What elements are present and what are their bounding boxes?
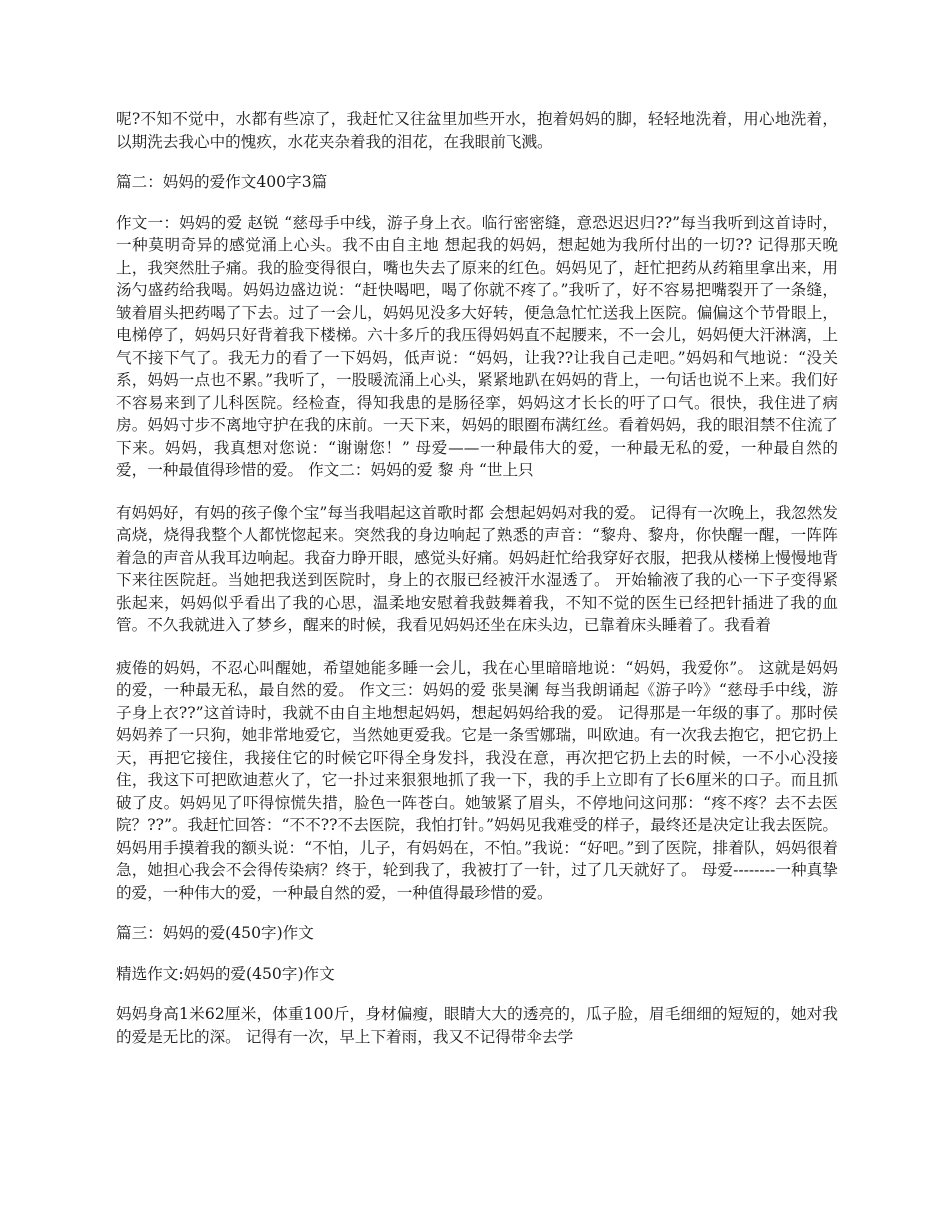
section-heading-part-three: 篇三：妈妈的爱(450字)作文 <box>116 924 314 942</box>
paragraph-part-three-body: 妈妈身高1米62厘米，体重100斤，身材偏瘦，眼睛大大的透亮的，瓜子脸，眉毛细细的短短的，她对我的爱是无比的深。 记得有一次，早上下着雨，我又不记得带伞去学 <box>116 1005 838 1046</box>
section-heading-part-two: 篇二：妈妈的爱作文400字3篇 <box>116 173 328 191</box>
document-page <box>116 108 838 1048</box>
paragraph-ending-previous-essay: 呢?不知不觉中，水都有些凉了，我赶忙又往盆里加些开水，抱着妈妈的脚，轻轻地洗着，用心地洗着，以期洗去我心中的愧疚，水花夹杂着我的泪花，在我眼前飞溅。 <box>116 110 838 151</box>
subheading-selected-essay: 精选作文:妈妈的爱(450字)作文 <box>116 964 335 983</box>
paragraph-essay-two: 有妈妈好，有妈的孩子像个宝”每当我唱起这首歌时都 会想起妈妈对我的爱。 记得有一次晚上，我忽然发高烧，烧得我整个人都恍惚起来。突然我的身边响起了熟悉的声音：“黎舟、黎舟，你快醒一醒，一阵阵着急的声音从我耳边响起。我奋力睁开眼，感觉头好痛。妈妈赶忙给我穿好衣服，把我从楼梯上慢慢地背下来往医院赶。当她把我送到医院时，身上的衣服已经被汗水湿透了。 开始输液了我的心一下子变得紧张起来，妈妈似乎看出了我的心思，温柔地安慰着我鼓舞着我，不知不觉的医生已经把针插进了我的血管。不久我就进入了梦乡，醒来的时候，我看见妈妈还坐在床头边，已靠着床头睡着了。我看着 <box>116 503 838 634</box>
paragraph-essay-three: 疲倦的妈妈，不忍心叫醒她，希望她能多睡一会儿，我在心里暗暗地说：“妈妈，我爱你”。 这就是妈妈的爱，一种最无私，最自然的爱。 作文三：妈妈的爱 张昊澜 每当我朗诵起《游子吟》“慈母手中线，游子身上衣??”这首诗时，我就不由自主地想起妈妈，想起妈妈给我的爱。 记得那是一年级的事了。那时侯妈妈养了一只狗，她非常地爱它，当然她更爱我。它是一条雪娜瑞，叫欧迪。有一次我去抱它，把它扔上天，再把它接住，我接住它的时候它吓得全身发抖，我没在意，再次把它扔上去的时候，一不小心没接住，我这下可把欧迪惹火了，它一扑过来狠狠地抓了我一下，我的手上立即有了长6厘米的口子。而且抓破了皮。妈妈见了吓得惊慌失措，脸色一阵苍白。她皱紧了眉头，不停地问这问那：“疼不疼？去不去医院？??”。我赶忙回答：“不不??不去医院，我怕打针。”妈妈见我难受的样子，最终还是决定让我去医院。妈妈用手摸着我的额头说：“不怕，儿子，有妈妈在，不怕。”我说：“好吧。”到了医院，排着队，妈妈很着急，她担心我会不会得传染病？终于，轮到我了，我被打了一针，过了几天就好了。 母爱--------一种真挚的爱，一种伟大的爱，一种最自然的爱，一种值得最珍惜的爱。 <box>116 658 838 902</box>
paragraph-essay-one: 作文一：妈妈的爱 赵锐 “慈母手中线，游子身上衣。临行密密缝，意恐迟迟归??”每当我听到这首诗时，一种莫明奇异的感觉涌上心头。我不由自主地 想起我的妈妈，想起她为我所付出的一切?? 记得那天晚上，我突然肚子痛。我的脸变得很白，嘴也失去了原来的红色。妈妈见了，赶忙把药从药箱里拿出来，用汤勺盛药给我喝。妈妈边盛边说：“赶快喝吧，喝了你就不疼了。”我听了，好不容易把嘴裂开了一条缝，皱着眉头把药喝了下去。过了一会儿，妈妈见没多大好转，便急急忙忙送我上医院。偏偏这个节骨眼上，电梯停了，妈妈只好背着我下楼梯。六十多斤的我压得妈妈直不起腰来，不一会儿，妈妈便大汗淋漓，上气不接下气了。我无力的看了一下妈妈，低声说：“妈妈，让我??让我自己走吧。”妈妈和气地说：“没关系，妈妈一点也不累。”我听了，一股暖流涌上心头，紧紧地趴在妈妈的背上，一句话也说不上来。我们好不容易来到了儿科医院。经检查，得知我患的是肠径挛，妈妈这才长长的吁了口气。很快，我住进了病房。妈妈寸步不离地守护在我的床前。一天下来，妈妈的眼圈布满红丝。看着妈妈，我的眼泪禁不住流了下来。妈妈，我真想对您说：“谢谢您！” 母爱——一种最伟大的爱，一种最无私的爱，一种最自然的爱，一种最值得珍惜的爱。 作文二：妈妈的爱 黎 舟 “世上只 <box>116 213 838 479</box>
